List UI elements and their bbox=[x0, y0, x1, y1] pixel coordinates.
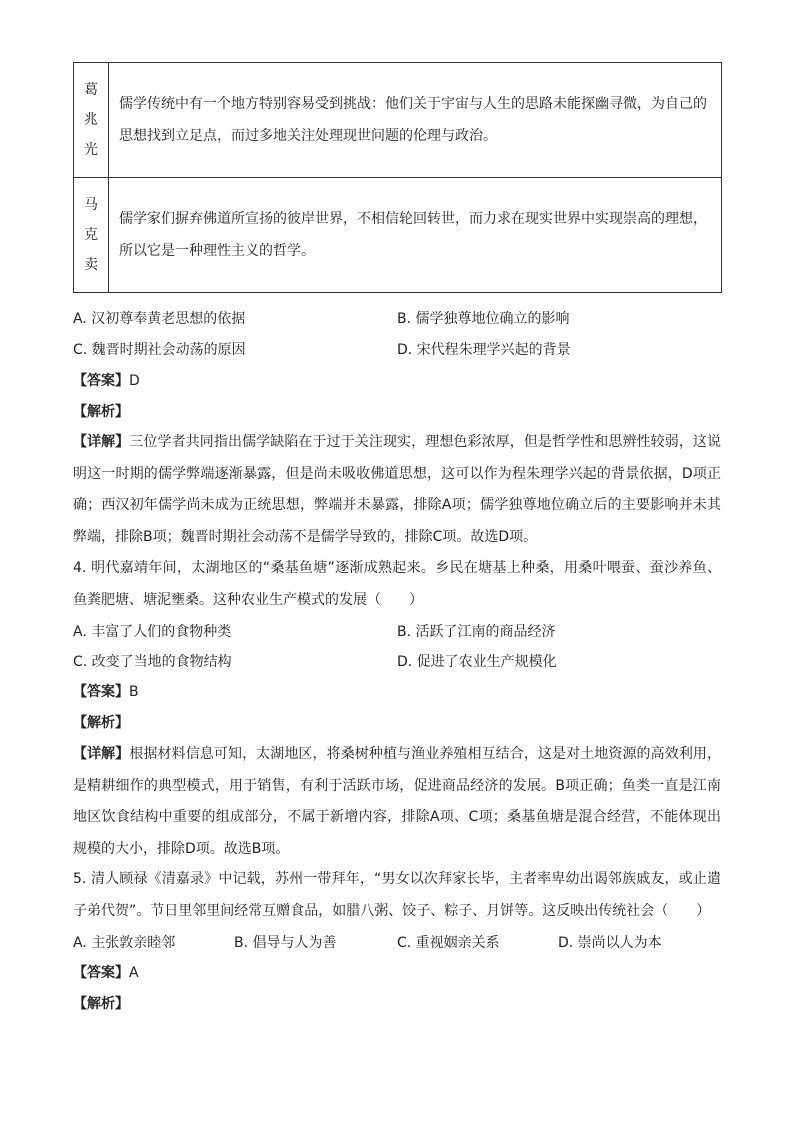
detail-paragraph bbox=[73, 427, 721, 553]
option-d: D. 促进了农业生产规模化 bbox=[397, 654, 557, 670]
analysis-label: 【解析】 bbox=[73, 715, 129, 731]
quote-line: 所以它是一种理性主义的哲学。 bbox=[119, 243, 315, 259]
option-d: D. 崇尚以人为本 bbox=[558, 935, 662, 951]
option-b: B. 活跃了江南的商品经济 bbox=[397, 624, 556, 640]
quote-line: 儒学家们摒弃佛道所宣扬的彼岸世界，不相信轮回转世，而力求在现实世界中实现崇高的理想， bbox=[119, 211, 707, 227]
option-c: C. 魏晋时期社会动荡的原因 bbox=[73, 342, 246, 358]
detail-paragraph bbox=[73, 739, 721, 865]
option-b: B. 倡导与人为善 bbox=[234, 935, 337, 951]
quote-line: 思想找到立足点，而过多地关注处理现世问题的伦理与政治。 bbox=[119, 128, 497, 144]
question-stem: 5. 清人顾禄《清嘉录》中记载，苏州一带拜年，“男女以次拜家长毕，主者率卑幼出谒邻族戚友，或止遣子弟代贺”。节日里邻里间经常互赠食品，如腊八粥、饺子、粽子、月饼等。这反映出传统社会（ ） bbox=[73, 871, 721, 919]
quote-table bbox=[73, 62, 722, 293]
author-char: 光 bbox=[84, 142, 98, 158]
author-char: 兆 bbox=[84, 112, 98, 128]
table-row bbox=[74, 178, 722, 293]
table-row bbox=[74, 63, 722, 178]
question-stem: 4. 明代嘉靖年间，太湖地区的“桑基鱼塘”逐渐成熟起来。乡民在塘基上种桑，用桑叶喂蚕、蚕沙养鱼、鱼粪肥塘、塘泥壅桑。这种农业生产模式的发展（ ） bbox=[73, 560, 721, 608]
answer-value: D bbox=[129, 373, 140, 389]
author-char: 卖 bbox=[84, 257, 98, 273]
answer-label: 【答案】 bbox=[73, 373, 129, 389]
answer-line bbox=[73, 963, 139, 983]
author-char: 克 bbox=[84, 227, 98, 243]
author-char: 马 bbox=[84, 197, 98, 213]
option-c: C. 重视姻亲关系 bbox=[397, 935, 500, 951]
analysis-label: 【解析】 bbox=[73, 996, 129, 1012]
detail-label: 【详解】 bbox=[73, 434, 130, 450]
option-a: A. 汉初尊奉黄老思想的依据 bbox=[73, 311, 246, 327]
author-cell bbox=[74, 178, 109, 293]
author-cell bbox=[74, 63, 109, 178]
analysis-label: 【解析】 bbox=[73, 404, 129, 420]
answer-line bbox=[73, 682, 139, 702]
quote-cell bbox=[109, 63, 722, 178]
option-d: D. 宋代程朱理学兴起的背景 bbox=[397, 342, 571, 358]
answer-value: B bbox=[129, 684, 139, 700]
detail-text: 三位学者共同指出儒学缺陷在于过于关注现实，理想色彩浓厚，但是哲学性和思辨性较弱，这说明这一时期的儒学弊端逐渐暴露，但是尚未吸收佛道思想，这可以作为程朱理学兴起的背景依据，D项正确；西汉初年儒学尚未成为正统思想，弊端并未暴露，排除A项；儒学独尊地位确立后的主要影响并未其弊端，排除B项；魏晋时期社会动荡不是儒学导致的，排除C项。故选D项。 bbox=[73, 434, 722, 545]
answer-value: A bbox=[129, 965, 139, 981]
answer-label: 【答案】 bbox=[73, 684, 129, 700]
quote-line: 儒学传统中有一个地方特别容易受到挑战：他们关于宇宙与人生的思路未能探幽寻微，为自己的 bbox=[119, 96, 707, 112]
detail-text: 根据材料信息可知，太湖地区，将桑树种植与渔业养殖相互结合，这是对土地资源的高效利用，是精耕细作的典型模式，用于销售，有利于活跃市场，促进商品经济的发展。B项正确；鱼类一直是江南地区饮食结构中重要的组成部分，不属于新增内容，排除A项、C项；桑基鱼塘是混合经营，不能体现出规模的大小，排除D项。故选B项。 bbox=[73, 746, 722, 857]
option-a: A. 丰富了人们的食物种类 bbox=[73, 624, 232, 640]
detail-label: 【详解】 bbox=[73, 746, 130, 762]
quote-cell bbox=[109, 178, 722, 293]
author-char: 葛 bbox=[84, 82, 98, 98]
option-a: A. 主张敦亲睦邻 bbox=[73, 935, 176, 951]
answer-label: 【答案】 bbox=[73, 965, 129, 981]
option-c: C. 改变了当地的食物结构 bbox=[73, 654, 232, 670]
answer-line bbox=[73, 371, 140, 391]
option-b: B. 儒学独尊地位确立的影响 bbox=[397, 311, 570, 327]
